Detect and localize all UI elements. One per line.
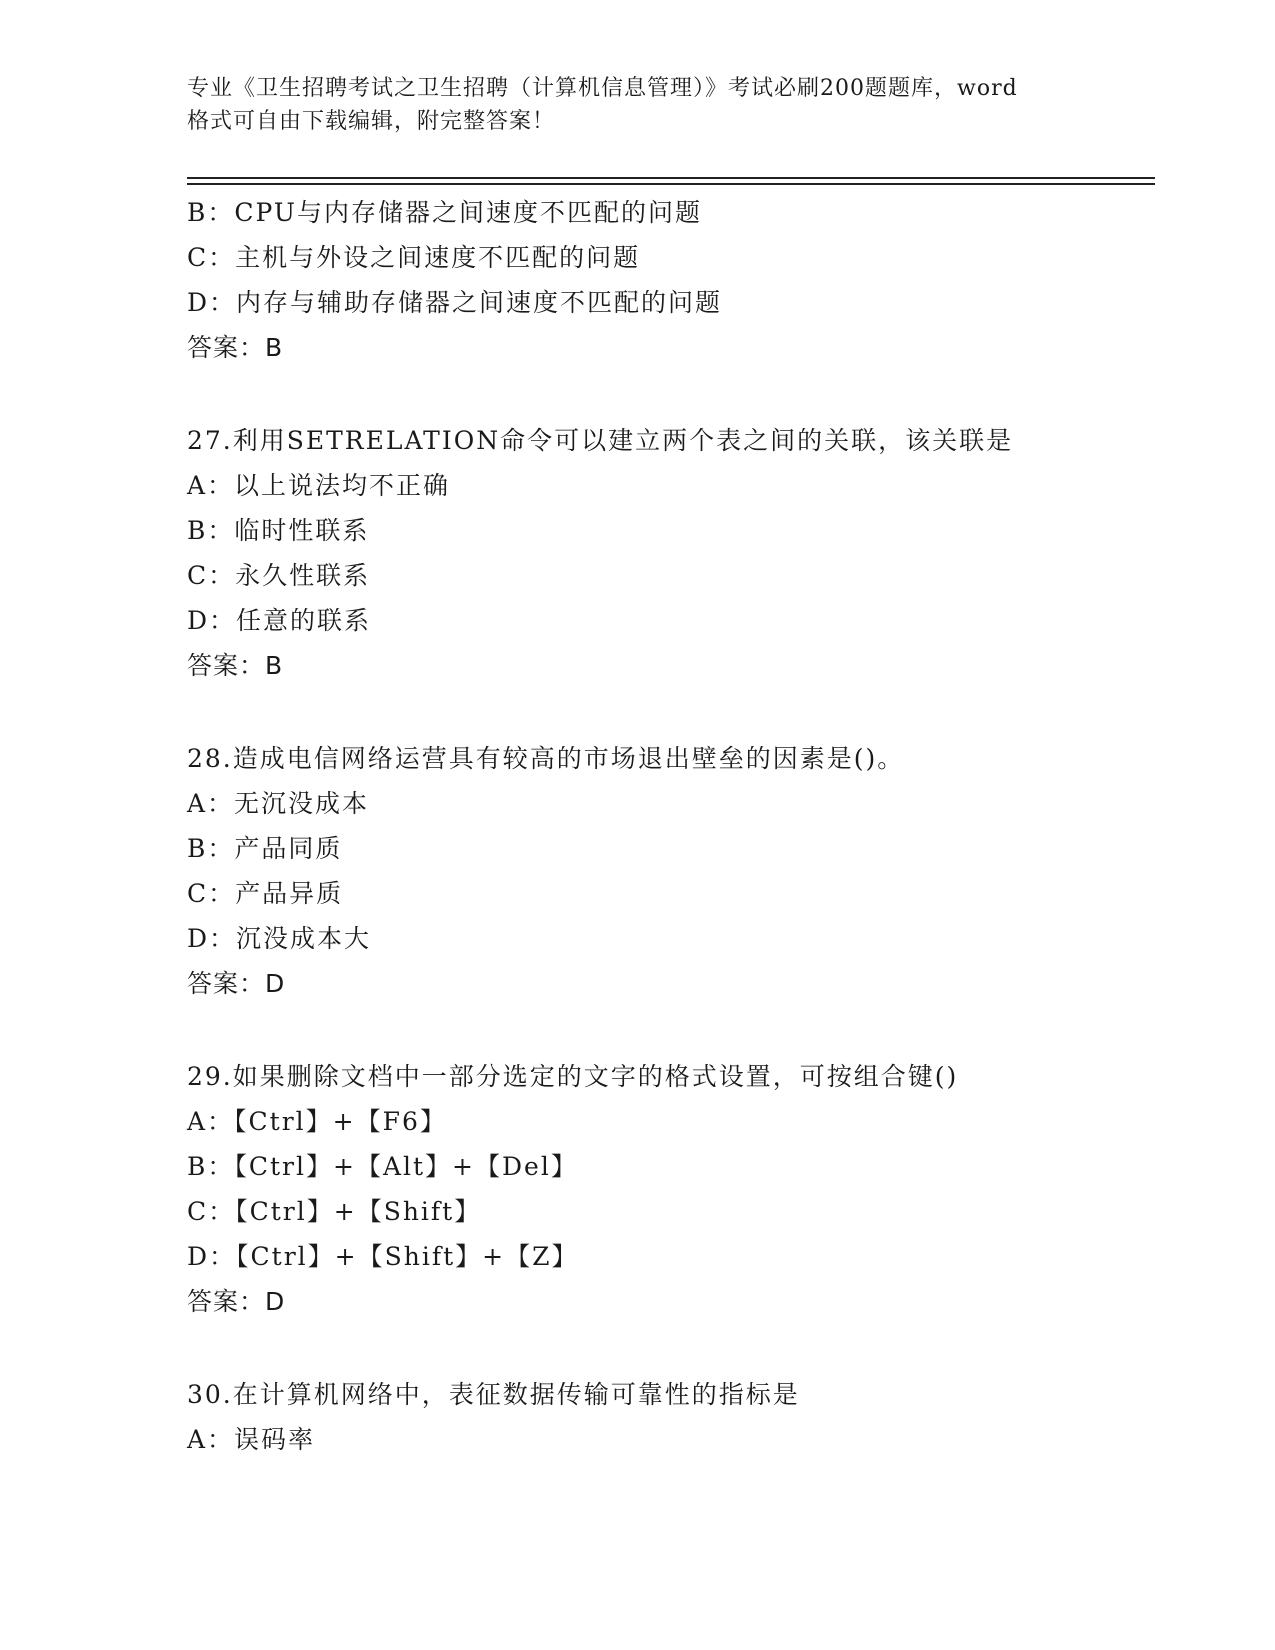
answer: 答案：D (187, 1287, 286, 1316)
question-26 (187, 190, 1155, 370)
option-c: C：永久性联系 (187, 561, 371, 590)
option-a: A：【Ctrl】+【F6】 (187, 1107, 447, 1136)
option-b: B：产品同质 (187, 834, 343, 863)
answer: 答案：B (187, 333, 284, 362)
header-line-2: 格式可自由下载编辑，附完整答案！ (187, 109, 556, 134)
question-30 (187, 1372, 1155, 1462)
option-a: A：以上说法均不正确 (187, 471, 451, 500)
option-c: C：产品异质 (187, 879, 344, 908)
option-b: B：CPU与内存储器之间速度不匹配的问题 (187, 198, 702, 227)
option-d: D：【Ctrl】+【Shift】+【Z】 (187, 1242, 579, 1271)
question-text: 30.在计算机网络中，表征数据传输可靠性的指标是 (187, 1380, 800, 1409)
header-divider-bottom (187, 183, 1155, 185)
question-28 (187, 736, 1155, 1006)
option-a: A：误码率 (187, 1425, 316, 1454)
answer: 答案：D (187, 969, 286, 998)
header-divider-top (187, 177, 1155, 179)
question-29 (187, 1054, 1155, 1324)
question-list (187, 190, 1155, 1462)
option-c: C：【Ctrl】+【Shift】 (187, 1197, 482, 1226)
question-text: 29.如果删除文档中一部分选定的文字的格式设置，可按组合键() (187, 1062, 959, 1091)
spacer (187, 688, 1155, 736)
option-d: D：沉没成本大 (187, 924, 372, 953)
question-27 (187, 418, 1155, 688)
option-a: A：无沉没成本 (187, 789, 370, 818)
header-line-1: 专业《卫生招聘考试之卫生招聘（计算机信息管理）》考试必刷200题题库，word (187, 76, 1018, 101)
answer: 答案：B (187, 651, 284, 680)
option-d: D：内存与辅助存储器之间速度不匹配的问题 (187, 288, 723, 317)
spacer (187, 1324, 1155, 1372)
spacer (187, 370, 1155, 418)
question-text: 28.造成电信网络运营具有较高的市场退出壁垒的因素是()。 (187, 744, 905, 773)
option-d: D：任意的联系 (187, 606, 372, 635)
option-b: B：临时性联系 (187, 516, 370, 545)
spacer (187, 1006, 1155, 1054)
option-b: B：【Ctrl】+【Alt】+【Del】 (187, 1152, 578, 1181)
document-header (187, 72, 1107, 138)
question-text: 27.利用SETRELATION命令可以建立两个表之间的关联，该关联是 (187, 426, 1014, 455)
option-c: C：主机与外设之间速度不匹配的问题 (187, 243, 641, 272)
